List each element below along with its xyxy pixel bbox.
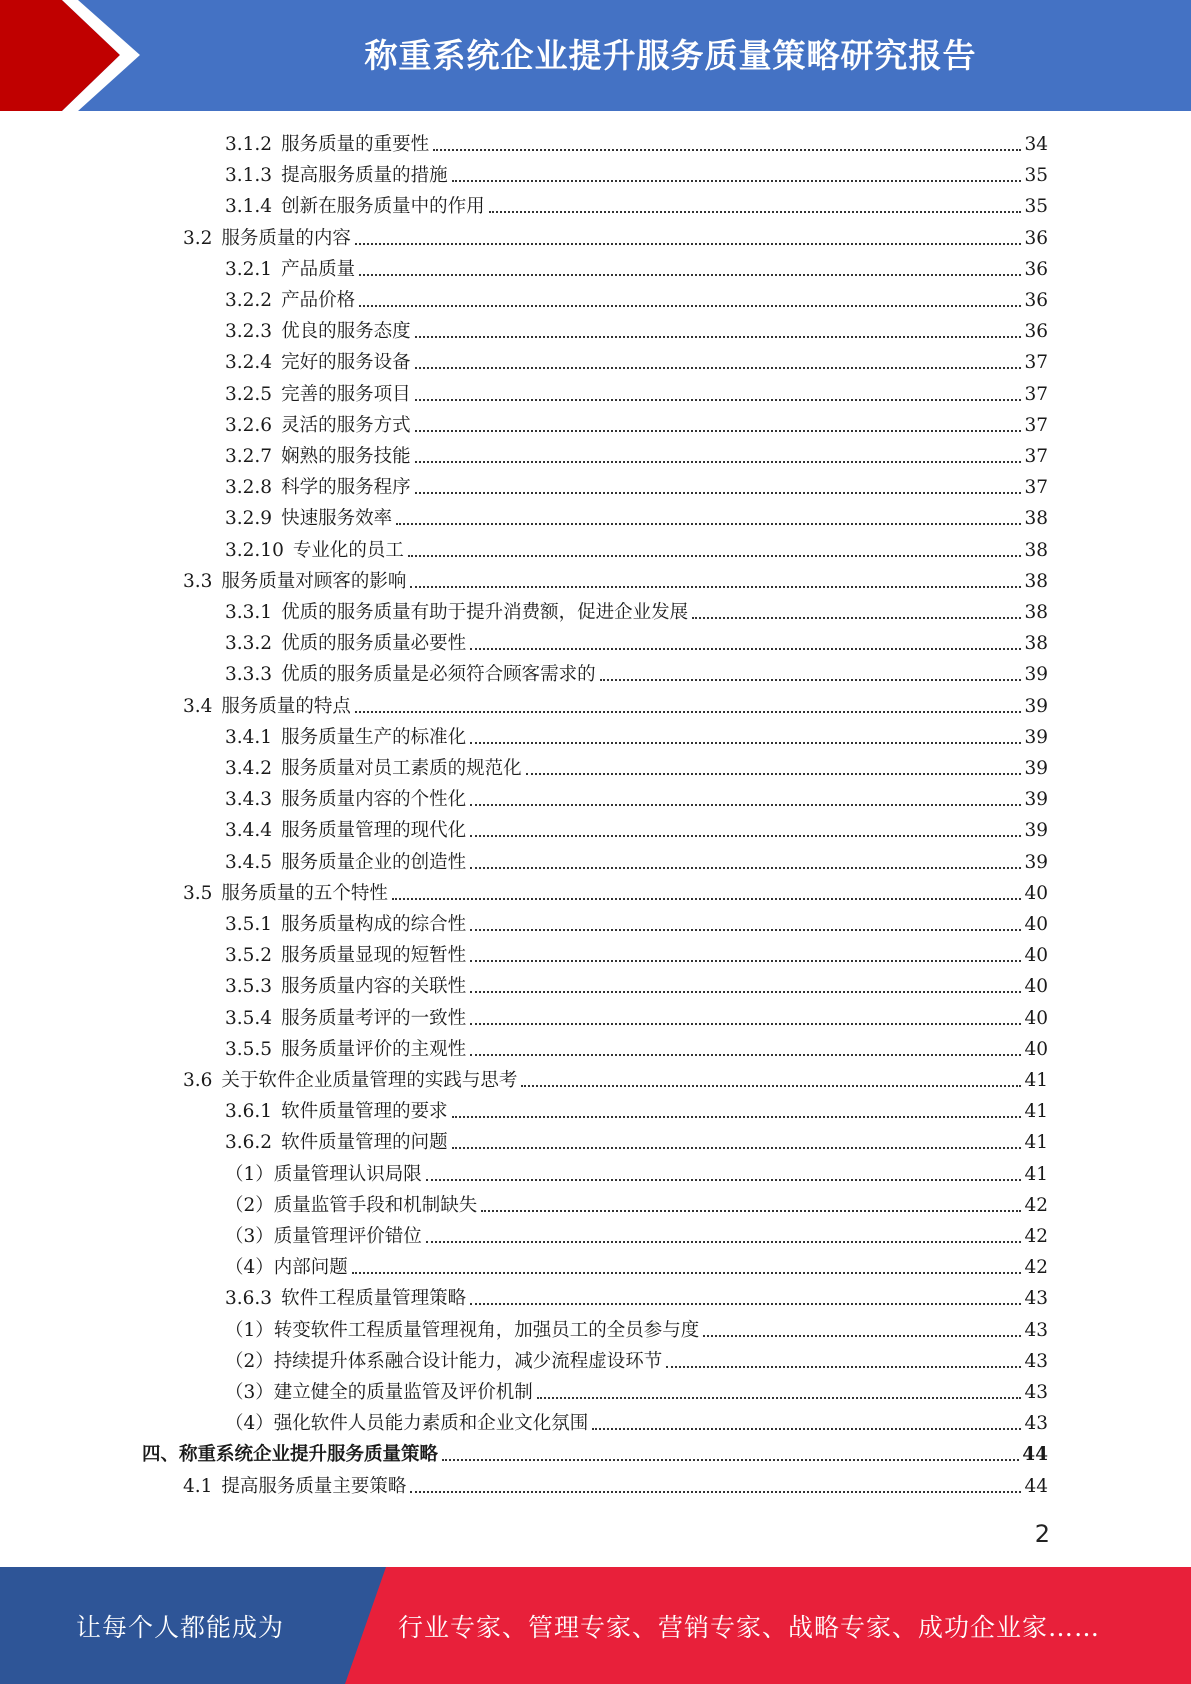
toc-entry-page: 38 [1024,633,1048,655]
toc-entry-title: 创新在服务质量中的作用 [281,196,485,218]
toc-entry-label [183,228,351,250]
header-banner [0,0,1191,111]
toc-entry-page: 37 [1024,414,1048,436]
toc-entry-label [225,976,466,998]
toc-entry-label [225,1382,533,1404]
toc-entry[interactable] [225,939,1048,967]
toc-entry-title: 服务质量生产的标准化 [281,726,467,748]
toc-entry-title: 提高服务质量主要策略 [221,1475,407,1497]
toc-entry-title: （3）建立健全的质量监管及评价机制 [225,1382,533,1403]
toc-entry[interactable] [225,1345,1048,1373]
toc-entry[interactable] [225,253,1048,281]
toc-entry[interactable] [225,440,1048,468]
toc-entry-label [183,1476,406,1498]
toc-dot-leader [470,1303,1021,1305]
toc-entry-title: 四、称重系统企业提升服务质量策略 [142,1444,439,1466]
toc-dot-leader [415,430,1022,432]
toc-entry-label [225,1195,477,1217]
toc-entry-label [225,540,404,562]
toc-dot-leader [521,1085,1021,1087]
toc-entry-page: 39 [1024,664,1048,686]
toc-entry-page: 40 [1024,1007,1048,1029]
header-red-arrow [0,0,120,111]
toc-entry-label [225,758,522,780]
toc-dot-leader [452,1147,1022,1149]
toc-entry-title: （1）转变软件工程质量管理视角，加强员工的全员参与度 [225,1319,700,1341]
toc-entry-title: 快速服务效率 [281,508,393,530]
toc-entry-page: 37 [1024,446,1048,467]
toc-entry-number: 3.5.3 [225,976,273,998]
toc-dot-leader [392,898,1022,900]
toc-entry-page: 44 [1022,1444,1048,1466]
toc-entry-label [225,1164,422,1186]
toc-dot-leader [692,617,1021,619]
toc-entry[interactable] [225,814,1048,842]
toc-entry-number: 3.4.2 [225,758,273,779]
toc-entry-page: 39 [1024,851,1048,873]
toc-dot-leader [410,586,1021,588]
toc-entry[interactable] [225,502,1048,530]
toc-entry[interactable] [225,596,1048,624]
toc-entry-page: 39 [1024,789,1048,811]
toc-entry-title: 软件质量管理的要求 [281,1101,448,1123]
toc-entry-title: 服务质量的五个特性 [221,882,388,904]
toc-entry-number: 3.4.3 [225,789,273,811]
toc-entry[interactable] [225,721,1048,749]
toc-entry-title: （2）持续提升体系融合设计能力，减少流程虚设环节 [225,1350,663,1372]
toc-entry-label [183,571,406,593]
toc-entry-label [225,852,466,874]
toc-entry-number: 3.1.2 [225,134,273,155]
toc-entry-label [225,820,466,842]
toc-entry-title: 软件工程质量管理策略 [281,1288,467,1310]
toc-entry[interactable] [225,378,1048,406]
toc-entry-number: 3.2.10 [225,539,284,561]
toc-dot-leader [470,742,1021,744]
footer-slogan-right: 行业专家、管理专家、营销专家、战略专家、成功企业家…… [398,1612,1101,1642]
toc-entry-page: 43 [1024,1413,1048,1435]
header-arrow-decoration [0,0,170,111]
toc-entry-page: 43 [1024,1319,1048,1341]
toc-entry-number: 3.2.7 [225,446,273,467]
toc-entry-number: 3.6.3 [225,1288,273,1310]
toc-entry-label [225,165,448,187]
toc-entry-label [225,789,466,811]
toc-entry-page: 43 [1024,1288,1048,1310]
toc-entry-number: 3.2.4 [225,352,273,374]
toc-entry-title: 娴熟的服务技能 [281,446,411,467]
toc-entry-label [225,352,411,374]
toc-entry-number: 3.3 [183,570,213,592]
toc-entry-title: 优质的服务质量是必须符合顾客需求的 [281,664,596,686]
toc-dot-leader [666,1366,1021,1368]
toc-dot-leader [489,211,1022,213]
toc-entry-label [225,134,429,156]
toc-entry-label [225,384,411,406]
toc-entry[interactable] [225,471,1048,499]
toc-entry-title: 完好的服务设备 [281,352,411,374]
toc-dot-leader [600,679,1022,681]
toc-entry-label [225,1320,699,1342]
toc-entry[interactable] [225,1158,1048,1186]
toc-dot-leader [470,1054,1021,1056]
toc-entry-number: 3.5.4 [225,1007,273,1029]
toc-dot-leader [433,149,1021,151]
toc-dot-leader [410,1491,1021,1493]
toc-entry-number: 3.5.2 [225,945,273,967]
toc-entry-label [225,1008,466,1030]
toc-entry-label [225,602,688,624]
toc-entry-label [225,259,355,281]
toc-dot-leader [415,336,1022,338]
toc-entry-page: 35 [1024,196,1048,218]
toc-entry-label [225,508,392,530]
toc-dot-leader [415,367,1022,369]
toc-entry[interactable] [225,783,1048,811]
toc-entry[interactable] [183,1064,1048,1092]
toc-entry[interactable] [183,877,1048,905]
toc-entry-number: 4.1 [183,1475,213,1497]
toc-entry-label [225,945,466,967]
toc-entry-page: 42 [1024,1257,1048,1279]
toc-entry[interactable] [225,908,1048,936]
toc-entry[interactable] [225,1220,1048,1248]
toc-entry[interactable] [225,346,1048,374]
toc-entry[interactable] [225,752,1048,780]
toc-entry-number: 3.5.5 [225,1038,273,1060]
toc-entry-title: 服务质量管理的现代化 [281,820,467,842]
toc-dot-leader [352,1272,1022,1274]
toc-entry-page: 39 [1024,820,1048,842]
toc-dot-leader [359,305,1021,307]
toc-entry-page: 37 [1024,352,1048,374]
page-number: 2 [1034,1520,1050,1548]
toc-entry-title: 服务质量的特点 [221,695,351,717]
toc-entry[interactable] [225,534,1048,562]
toc-entry-label [183,883,388,905]
toc-entry-page: 41 [1024,1070,1048,1091]
toc-entry-page: 39 [1024,726,1048,748]
toc-entry[interactable] [225,1314,1048,1342]
toc-entry-page: 36 [1024,258,1048,280]
toc-entry-number: 3.2 [183,227,213,249]
toc-entry-title: （1）质量管理认识局限 [225,1163,422,1185]
toc-entry-title: 服务质量构成的综合性 [281,914,467,935]
toc-dot-leader [592,1428,1021,1430]
toc-entry-title: 服务质量内容的个性化 [281,789,467,811]
toc-entry-number: 3.6.1 [225,1101,273,1123]
toc-entry-title: 服务质量对员工素质的规范化 [281,758,522,779]
toc-entry-title: （3）质量管理评价错位 [225,1226,422,1247]
toc-entry[interactable] [225,970,1048,998]
toc-entry[interactable] [142,1438,1048,1466]
toc-entry-title: 服务质量评价的主观性 [281,1038,467,1060]
toc-entry-title: 服务质量企业的创造性 [281,851,467,873]
toc-entry[interactable] [225,190,1048,218]
toc-entry-label [225,321,411,343]
toc-entry-page: 41 [1024,1132,1048,1154]
toc-entry[interactable] [225,658,1048,686]
toc-entry-page: 37 [1024,383,1048,405]
toc-entry-number: 3.5 [183,882,213,904]
toc-entry-page: 42 [1024,1226,1048,1247]
toc-entry-page: 40 [1024,882,1048,904]
footer-slogan-left: 让每个人都能成为 [75,1612,284,1642]
footer-banner [0,1567,1191,1684]
toc-entry-title: 优质的服务质量有助于提升消费额，促进企业发展 [281,602,689,623]
toc-entry-page: 39 [1024,695,1048,717]
toc-entry-label [225,1413,588,1435]
toc-entry[interactable] [225,1095,1048,1123]
toc-entry[interactable] [225,1033,1048,1061]
toc-entry-title: （4）内部问题 [225,1257,348,1279]
toc-entry-label [183,1070,517,1092]
toc-entry-number: 3.2.1 [225,258,273,280]
toc-entry-label [225,1101,448,1123]
toc-dot-leader [470,991,1021,993]
toc-entry-page: 40 [1024,914,1048,935]
toc-entry-number: 3.5.1 [225,914,273,935]
toc-entry-title: 服务质量考评的一致性 [281,1007,467,1029]
toc-dot-leader [526,773,1022,775]
toc-dot-leader [408,555,1022,557]
toc-entry-title: 科学的服务程序 [281,477,411,499]
toc-entry-label [183,696,351,718]
toc-dot-leader [470,867,1021,869]
toc-entry-page: 37 [1024,477,1048,499]
toc-dot-leader [470,960,1021,962]
toc-entry-number: 3.4.4 [225,820,273,842]
toc-entry[interactable] [225,1376,1048,1404]
toc-entry-label [225,415,411,437]
toc-entry-label [225,727,466,749]
toc-dot-leader [359,274,1021,276]
toc-dot-leader [442,1459,1019,1461]
toc-entry-page: 42 [1024,1194,1048,1216]
toc-entry[interactable] [225,1189,1048,1217]
toc-entry-number: 3.2.9 [225,508,273,530]
toc-dot-leader [426,1179,1022,1181]
toc-entry-number: 3.1.4 [225,196,273,218]
toc-entry-label [225,290,355,312]
toc-entry-page: 36 [1024,321,1048,343]
toc-entry-label [225,477,411,499]
toc-entry-page: 40 [1024,945,1048,967]
toc-entry-page: 34 [1024,134,1048,155]
toc-dot-leader [426,1241,1022,1243]
toc-dot-leader [470,1023,1021,1025]
toc-entry-page: 38 [1024,570,1048,592]
toc-entry-number: 3.2.8 [225,477,273,499]
toc-entry-label [225,633,466,655]
toc-entry-number: 3.3.1 [225,602,273,623]
toc-dot-leader [470,835,1021,837]
toc-entry-page: 36 [1024,227,1048,249]
toc-entry[interactable] [225,128,1048,156]
toc-entry-label [225,1132,448,1154]
toc-entry-page: 41 [1024,1163,1048,1185]
toc-dot-leader [481,1210,1021,1212]
toc-dot-leader [452,1116,1022,1118]
toc-dot-leader [415,399,1022,401]
toc-entry[interactable] [225,159,1048,187]
toc-entry-number: 3.6 [183,1070,213,1091]
toc-entry-number: 3.3.3 [225,664,273,686]
toc-entry-title: （2）质量监管手段和机制缺失 [225,1194,478,1216]
toc-entry-page: 38 [1024,539,1048,561]
toc-dot-leader [415,492,1022,494]
toc-entry-number: 3.4.5 [225,851,273,873]
toc-entry-label [225,1351,662,1373]
toc-entry-label [225,914,466,936]
toc-dot-leader [537,1397,1022,1399]
toc-entry[interactable] [225,315,1048,343]
toc-entry[interactable] [183,690,1048,718]
toc-entry[interactable] [225,846,1048,874]
toc-entry-label [225,1288,466,1310]
toc-dot-leader [396,523,1021,525]
toc-entry[interactable] [225,409,1048,437]
toc-entry[interactable] [183,222,1048,250]
toc-entry-label [225,1226,422,1248]
toc-entry[interactable] [225,1407,1048,1435]
toc-entry-label [225,1039,466,1061]
toc-entry-title: 服务质量的重要性 [281,134,430,155]
toc-entry-number: 3.2.6 [225,414,273,436]
toc-entry-title: 产品质量 [281,258,356,280]
toc-entry-page: 39 [1024,758,1048,779]
toc-entry-title: 服务质量的内容 [221,227,351,249]
toc-entry[interactable] [183,565,1048,593]
toc-entry-label [225,664,596,686]
toc-entry-title: 优良的服务态度 [281,321,411,343]
toc-dot-leader [470,804,1021,806]
toc-entry-title: 服务质量对顾客的影响 [221,570,407,592]
toc-entry-page: 40 [1024,976,1048,998]
toc-entry[interactable] [225,1126,1048,1154]
toc-entry-label [225,1257,348,1279]
toc-dot-leader [355,243,1022,245]
toc-entry-title: 完善的服务项目 [281,383,411,405]
toc-dot-leader [452,180,1022,182]
toc-entry[interactable] [183,1470,1048,1498]
toc-entry-title: 提高服务质量的措施 [281,165,448,187]
toc-entry-title: 关于软件企业质量管理的实践与思考 [221,1070,518,1091]
document-title: 称重系统企业提升服务质量策略研究报告 [364,35,977,75]
toc-entry-label [142,1444,438,1466]
toc-entry-title: 灵活的服务方式 [281,414,411,436]
toc-entry-label [225,196,485,218]
toc-dot-leader [415,461,1022,463]
toc-entry-page: 38 [1024,602,1048,623]
toc-entry-label [225,446,411,468]
toc-entry-number: 3.3.2 [225,633,273,655]
toc-entry-page: 36 [1024,290,1048,311]
toc-entry-number: 3.4.1 [225,726,273,748]
toc-entry-page: 35 [1024,165,1048,187]
toc-entry-page: 41 [1024,1101,1048,1123]
toc-entry-number: 3.4 [183,695,213,717]
toc-entry-number: 3.2.3 [225,321,273,343]
toc-entry-title: 服务质量显现的短暂性 [281,945,467,967]
toc-entry[interactable] [225,1002,1048,1030]
toc-dot-leader [470,648,1021,650]
toc-dot-leader [470,929,1021,931]
toc-entry-title: 优质的服务质量必要性 [281,633,467,655]
toc-entry-title: 服务质量内容的关联性 [281,976,467,998]
toc-entry-title: 软件质量管理的问题 [281,1132,448,1154]
toc-entry-page: 44 [1024,1475,1048,1497]
toc-entry[interactable] [225,1282,1048,1310]
toc-dot-leader [703,1335,1021,1337]
toc-entry[interactable] [225,1251,1048,1279]
toc-entry[interactable] [225,284,1048,312]
toc-entry-title: 产品价格 [281,290,356,311]
toc-entry-page: 43 [1024,1382,1048,1403]
toc-entry-title: 专业化的员工 [292,539,404,561]
toc-entry-page: 38 [1024,508,1048,530]
toc-entry-page: 43 [1024,1350,1048,1372]
toc-entry[interactable] [225,627,1048,655]
toc-dot-leader [355,711,1022,713]
toc-entry-page: 40 [1024,1038,1048,1060]
toc-entry-number: 3.6.2 [225,1132,273,1154]
toc-entry-number: 3.1.3 [225,165,273,187]
toc-entry-title: （4）强化软件人员能力素质和企业文化氛围 [225,1413,589,1435]
toc-entry-number: 3.2.5 [225,383,273,405]
toc-entry-number: 3.2.2 [225,290,273,311]
